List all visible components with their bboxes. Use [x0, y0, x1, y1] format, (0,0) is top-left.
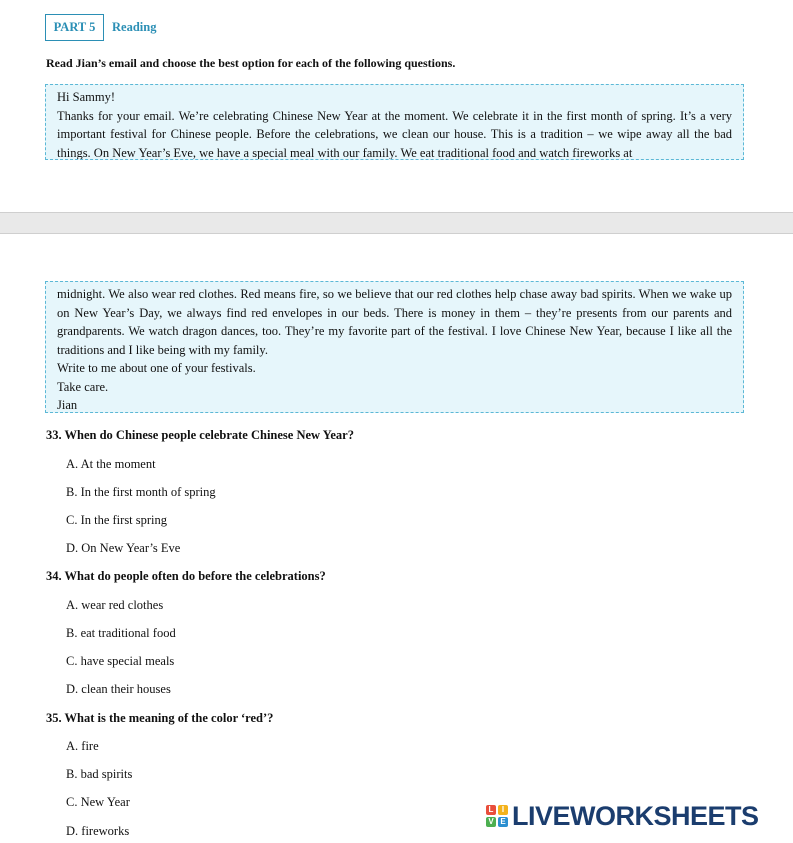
email-paragraph: Thanks for your email. We’re celebrating Chinese New Year at the moment. We celebrate it in the first month of spring. It’s a very important festival for Chinese people. Before the celebrations, we clean our house. This is a tradition – we wipe away all the bad things. On New Year’s Eve, we have a special meal with our family. We eat traditional food and watch fireworks at — [57, 108, 732, 160]
q34-option-d[interactable]: D. clean their houses — [66, 682, 171, 696]
q35-option-a[interactable]: A. fire — [66, 739, 99, 753]
email-paragraph-continued: midnight. We also wear red clothes. Red means fire, so we believe that our red clothes help chase away bad spirits. When we wake up on New Year’s Day, we always find red envelopes in our beds. There is money in them – they’re presents from our parents and grandparents. We watch dragon dances, too. They’re my favorite part of the festival. I love Chinese New Year, because I like all the traditions and I like being with my family. — [57, 287, 732, 357]
instruction-text: Read Jian’s email and choose the best option for each of the following questions. — [46, 56, 456, 70]
email-request: Write to me about one of your festivals. — [57, 361, 256, 375]
part-label: PART 5 — [45, 14, 104, 41]
email-signature: Jian — [57, 398, 78, 412]
logo-letter-i: I — [498, 805, 508, 815]
liveworksheets-logo — [486, 801, 759, 831]
q35-option-b[interactable]: B. bad spirits — [66, 767, 133, 781]
q33-option-a[interactable]: A. At the moment — [66, 457, 156, 471]
email-passage-bottom — [45, 281, 744, 413]
q33-option-d[interactable]: D. On New Year’s Eve — [66, 541, 181, 555]
q33-option-c[interactable]: C. In the first spring — [66, 513, 168, 527]
question-34: 34. What do people often do before the celebrations? — [46, 569, 326, 583]
logo-letter-v: V — [486, 817, 496, 827]
q34-option-b[interactable]: B. eat traditional food — [66, 626, 176, 640]
question-35: 35. What is the meaning of the color ‘red’? — [46, 711, 274, 725]
logo-icon — [486, 805, 508, 827]
question-33: 33. When do Chinese people celebrate Chinese New Year? — [46, 428, 354, 442]
email-closing: Take care. — [57, 379, 109, 394]
email-greeting: Hi Sammy! — [57, 90, 115, 104]
logo-letter-l: L — [486, 805, 496, 815]
q35-option-d[interactable]: D. fireworks — [66, 824, 130, 838]
q34-option-c[interactable]: C. have special meals — [66, 654, 175, 668]
page-1 — [0, 0, 793, 213]
q35-option-c[interactable]: C. New Year — [66, 795, 130, 809]
q33-option-b[interactable]: B. In the first month of spring — [66, 485, 216, 499]
logo-text: LIVEWORKSHEETS — [512, 800, 759, 831]
part-title: Reading — [112, 20, 157, 34]
logo-letter-e: E — [498, 817, 508, 827]
email-passage-top — [45, 84, 744, 160]
q34-option-a[interactable]: A. wear red clothes — [66, 598, 164, 612]
